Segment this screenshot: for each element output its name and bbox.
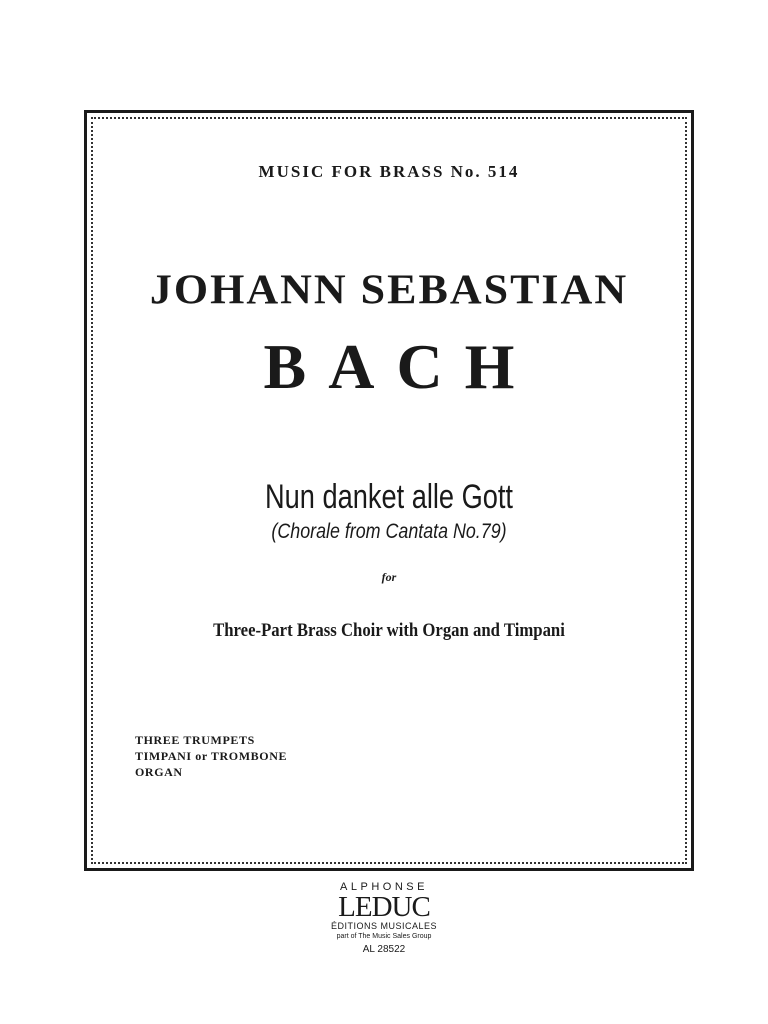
work-title: Nun danket alle Gott xyxy=(265,478,513,516)
publisher-logo xyxy=(324,881,444,957)
scoring-description: Three-Part Brass Choir with Organ and Timpani xyxy=(213,620,565,641)
publisher-line-alphonse: ALPHONSE xyxy=(340,881,428,893)
work-subtitle: (Chorale from Cantata No.79) xyxy=(271,520,507,543)
for-label: for xyxy=(381,570,397,584)
cover-frame xyxy=(84,110,694,871)
instrument-list xyxy=(135,732,287,780)
instrument-item: THREE TRUMPETS xyxy=(135,733,255,747)
publisher-line-editions: ÉDITIONS MUSICALES xyxy=(330,921,438,931)
composer-first-name: JOHANN SEBASTIAN xyxy=(149,266,629,313)
instrument-item: ORGAN xyxy=(135,765,183,779)
composer-last-name: BACH xyxy=(263,331,537,402)
publisher-name: LEDUC xyxy=(338,891,430,923)
series-title: MUSIC FOR BRASS No. 514 xyxy=(258,162,520,181)
instrument-item: TIMPANI or TROMBONE xyxy=(135,749,288,763)
publisher-group: part of The Music Sales Group xyxy=(336,933,432,940)
catalog-code: AL 28522 xyxy=(362,944,406,955)
